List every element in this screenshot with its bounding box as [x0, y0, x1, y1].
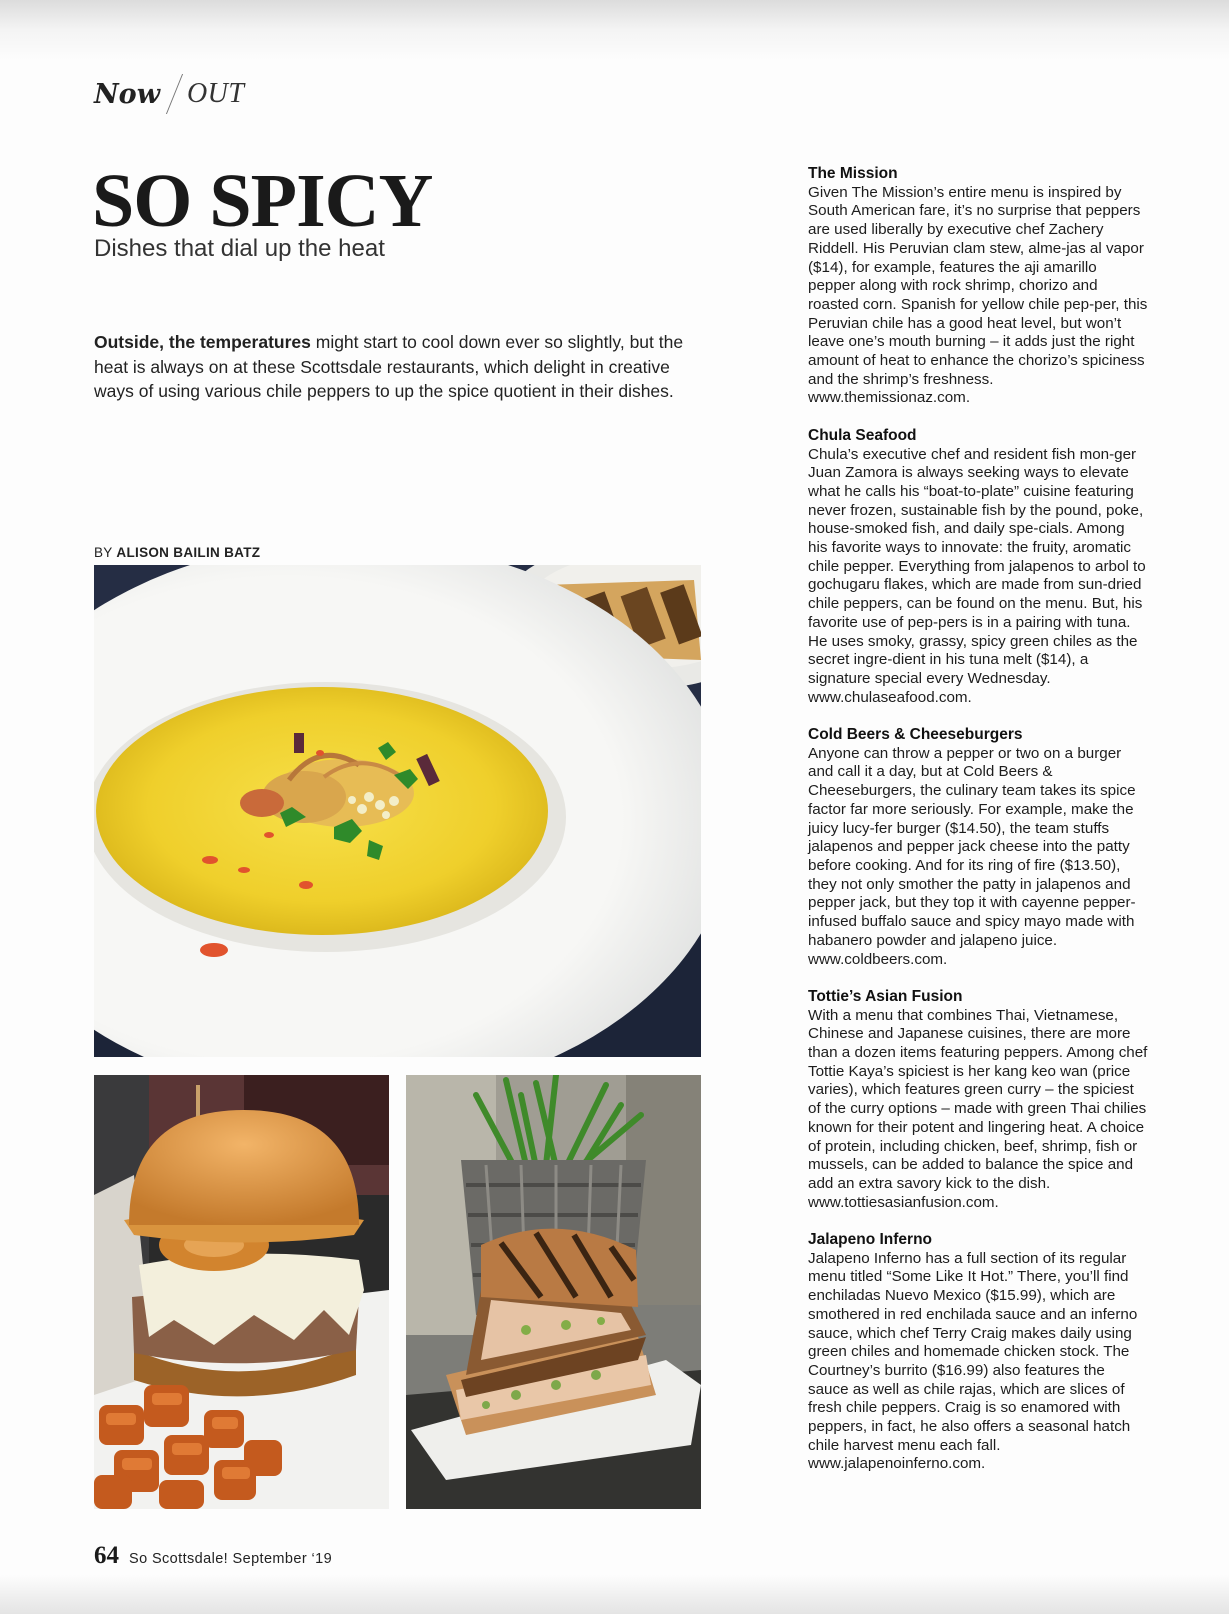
restaurant-entry	[808, 726, 1148, 969]
restaurant-name: The Mission	[808, 165, 898, 182]
page-footer	[94, 1542, 332, 1570]
section-divider	[166, 74, 183, 114]
article-subtitle: Dishes that dial up the heat	[94, 235, 385, 262]
restaurant-entry	[808, 988, 1148, 1212]
restaurant-description: Given The Mission’s entire menu is inspired by South American fare, it’s no surprise that peppers are used liberally by executive chef Zachery Riddell. His Peruvian clam stew, alme-jas al vapor ($14), for example, features the aji amarillo pepper along with rock shrimp, chorizo and roasted corn. Spanish for yellow chile pep-per, this Peruvian chile has a good heat level, but won’t leave one’s mouth burning – it adds just the right amount of heat to enhance the chorizo’s spiciness and the shrimp’s freshness. www.themissionaz.com.	[808, 183, 1148, 407]
tuna-melt-photo	[406, 1075, 701, 1509]
magazine-issue: So Scottsdale! September ‘19	[129, 1551, 333, 1567]
soup-photo	[94, 565, 701, 1057]
restaurant-description: Jalapeno Inferno has a full section of its regular menu titled “Some Like It Hot.” There, you’ll find enchiladas Nuevo Mexico ($15.99), which are smothered in red enchilada sauce and an inferno sauce, which chef Terry Craig makes daily using green chiles and homemade chicken stock. The Courtney’s burrito ($16.99) also features the sauce as well as chile rajas, which are slices of fresh chile peppers. Craig is so enamored with peppers, in fact, he also offers a seasonal hatch chile harvest menu each fall. www.jalapenoinferno.com.	[808, 1249, 1138, 1473]
byline-prefix: BY	[94, 545, 117, 560]
intro-body: might start to cool down ever so slightly, but the heat is always on at these Scottsdale restaurants, which delight in creative ways of using various chile peppers to up the spice quotient in their dishes.	[94, 332, 684, 401]
restaurant-entry	[808, 165, 1148, 408]
restaurant-name: Chula Seafood	[808, 426, 917, 444]
restaurant-description: Chula’s executive chef and resident fish mon-ger Juan Zamora is always seeking ways to elevate what he calls his “boat-to-plate” cuisine featuring never frozen, sustainable fish by the pound, poke, house-smoked fish, and daily spe-cials. Among his favorite ways to innovate: the fruity, aromatic chile pepper. Everything from jalapenos to arbol to gochugaru flakes, which are made from sun-dried chile peppers, can be found on the menu. But, his favorite use of pep-pers is in a pairing with tuna. He uses smoky, grassy, spicy green chiles as the secret ingre-dient in his tuna melt ($14), a signature special every Wednesday. www.chulaseafood.com.	[808, 445, 1146, 706]
restaurant-description: With a menu that combines Thai, Vietnamese, Chinese and Japanese cuisines, there are more than a dozen items featuring peppers. Among chef Tottie Kaya’s spiciest is her kang keo wan (price varies), which features green curry – the spiciest of the curry options – made with green Thai chilies known for their potent and lingering heat. A choice of protein, including chicken, beef, shrimp, fish or mussels, can be added to balance the spice and add an extra savory kick to the dish. www.tottiesasianfusion.com.	[808, 1006, 1148, 1211]
article-intro	[94, 330, 714, 404]
article-title: SO SPICY	[92, 159, 433, 243]
restaurant-entry	[808, 1231, 1148, 1474]
restaurant-name: Cold Beers & Cheeseburgers	[808, 726, 1023, 744]
restaurant-column	[808, 165, 1148, 1493]
restaurant-entry	[808, 427, 1148, 708]
intro-lead: Outside, the temperatures	[94, 332, 311, 352]
burger-photo	[94, 1075, 389, 1509]
page-number: 64	[94, 1542, 119, 1569]
section-label-now: Now	[94, 78, 160, 110]
restaurant-description: Anyone can throw a pepper or two on a burger and call it a day, but at Cold Beers & Cheeseburgers, the culinary team takes its spice factor far more seriously. For example, make the juicy lucy-fer burger ($14.50), the team stuffs jalapenos and pepper jack cheese into the patty before cooking. And for its ring of fire ($13.50), they not only smother the patty in jalapenos and pepper jack, but they top it with cayenne pepper-infused buffalo sauce and spicy mayo made with habanero powder and jalapeno juice. www.coldbeers.com.	[808, 744, 1136, 968]
section-label-out: OUT	[186, 78, 245, 109]
byline-author: ALISON BAILIN BATZ	[116, 545, 261, 560]
restaurant-name: Jalapeno Inferno	[808, 1231, 933, 1249]
byline	[94, 545, 260, 560]
section-label	[94, 74, 244, 114]
restaurant-name: Tottie’s Asian Fusion	[808, 987, 963, 1005]
